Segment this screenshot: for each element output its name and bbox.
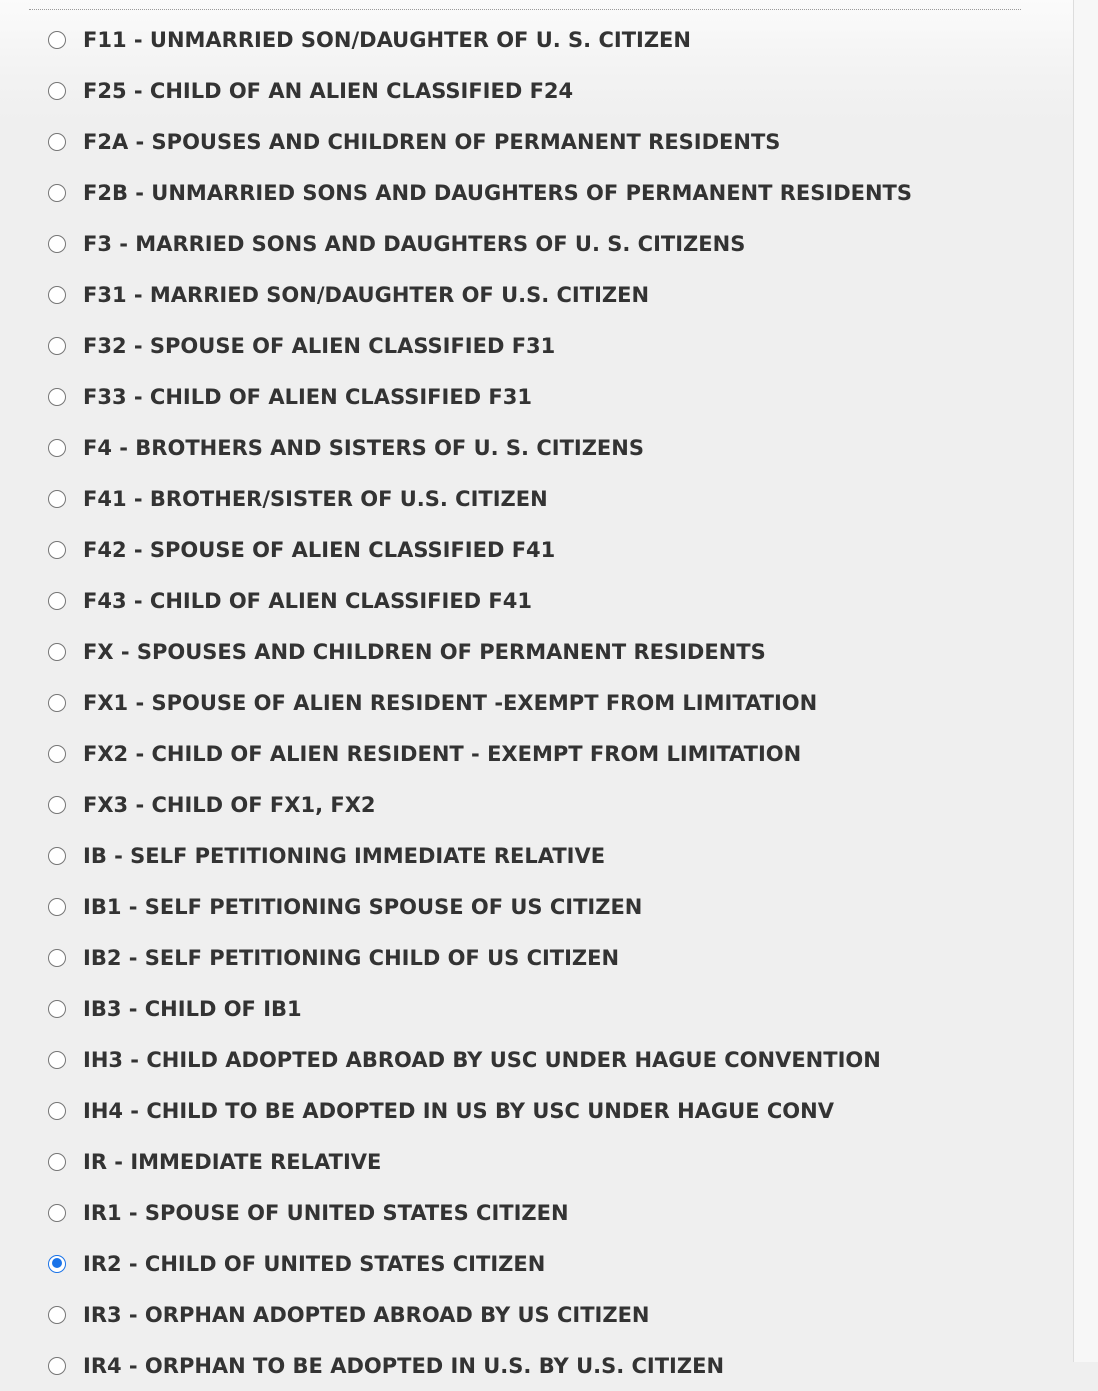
visa-category-option[interactable]	[0, 830, 912, 881]
visa-category-label[interactable]: FX1 - SPOUSE OF ALIEN RESIDENT -EXEMPT FROM LIMITATION	[83, 690, 818, 715]
radio-button[interactable]	[48, 1306, 66, 1324]
visa-category-option[interactable]	[0, 371, 912, 422]
radio-button[interactable]	[48, 949, 66, 967]
dotted-divider	[29, 9, 1021, 10]
visa-category-label[interactable]: F4 - BROTHERS AND SISTERS OF U. S. CITIZENS	[83, 435, 644, 460]
radio-button[interactable]	[48, 286, 66, 304]
visa-category-option[interactable]	[0, 14, 912, 65]
visa-category-option[interactable]	[0, 1136, 912, 1187]
radio-button[interactable]	[48, 235, 66, 253]
visa-category-label[interactable]: F43 - CHILD OF ALIEN CLASSIFIED F41	[83, 588, 532, 613]
visa-category-radio-list	[0, 14, 912, 1391]
radio-button[interactable]	[48, 643, 66, 661]
visa-category-option[interactable]	[0, 65, 912, 116]
radio-button[interactable]	[48, 898, 66, 916]
radio-button[interactable]	[48, 1357, 66, 1375]
radio-button[interactable]	[48, 1153, 66, 1171]
visa-category-label[interactable]: IR - IMMEDIATE RELATIVE	[83, 1149, 382, 1174]
visa-category-option[interactable]	[0, 932, 912, 983]
visa-category-label[interactable]: F42 - SPOUSE OF ALIEN CLASSIFIED F41	[83, 537, 556, 562]
visa-category-option[interactable]	[0, 524, 912, 575]
visa-category-label[interactable]: F3 - MARRIED SONS AND DAUGHTERS OF U. S. CITIZENS	[83, 231, 746, 256]
visa-category-label[interactable]: FX3 - CHILD OF FX1, FX2	[83, 792, 376, 817]
visa-category-option[interactable]	[0, 1289, 912, 1340]
visa-category-label[interactable]: F33 - CHILD OF ALIEN CLASSIFIED F31	[83, 384, 532, 409]
radio-button[interactable]	[48, 796, 66, 814]
visa-category-label[interactable]: F11 - UNMARRIED SON/DAUGHTER OF U. S. CITIZEN	[83, 27, 691, 52]
visa-category-label[interactable]: F31 - MARRIED SON/DAUGHTER OF U.S. CITIZEN	[83, 282, 650, 307]
visa-category-option[interactable]	[0, 269, 912, 320]
visa-category-option[interactable]	[0, 881, 912, 932]
visa-category-option[interactable]	[0, 677, 912, 728]
radio-button[interactable]	[48, 592, 66, 610]
radio-button[interactable]	[48, 133, 66, 151]
visa-category-option[interactable]	[0, 320, 912, 371]
radio-button[interactable]	[48, 745, 66, 763]
visa-category-label[interactable]: IB3 - CHILD OF IB1	[83, 996, 302, 1021]
visa-category-option[interactable]	[0, 1238, 912, 1289]
visa-category-label[interactable]: IR2 - CHILD OF UNITED STATES CITIZEN	[83, 1251, 546, 1276]
radio-button[interactable]	[48, 847, 66, 865]
visa-category-label[interactable]: F32 - SPOUSE OF ALIEN CLASSIFIED F31	[83, 333, 556, 358]
radio-button[interactable]	[48, 388, 66, 406]
radio-button[interactable]	[48, 1051, 66, 1069]
radio-button[interactable]	[48, 31, 66, 49]
visa-category-option[interactable]	[0, 626, 912, 677]
visa-category-label[interactable]: FX - SPOUSES AND CHILDREN OF PERMANENT RESIDENTS	[83, 639, 766, 664]
visa-category-label[interactable]: IH4 - CHILD TO BE ADOPTED IN US BY USC UNDER HAGUE CONV	[83, 1098, 834, 1123]
visa-category-label[interactable]: IR1 - SPOUSE OF UNITED STATES CITIZEN	[83, 1200, 569, 1225]
radio-button[interactable]	[48, 490, 66, 508]
visa-category-label[interactable]: IR4 - ORPHAN TO BE ADOPTED IN U.S. BY U.S. CITIZEN	[83, 1353, 725, 1378]
radio-button[interactable]	[48, 184, 66, 202]
radio-button[interactable]	[48, 694, 66, 712]
radio-button[interactable]	[48, 1204, 66, 1222]
radio-button[interactable]	[48, 541, 66, 559]
scrollbar-track[interactable]	[1073, 0, 1098, 1362]
radio-button-checked[interactable]	[48, 1255, 66, 1273]
visa-category-option[interactable]	[0, 167, 912, 218]
visa-category-option[interactable]	[0, 575, 912, 626]
visa-category-label[interactable]: IB - SELF PETITIONING IMMEDIATE RELATIVE	[83, 843, 606, 868]
visa-category-option[interactable]	[0, 1034, 912, 1085]
visa-category-label[interactable]: F2A - SPOUSES AND CHILDREN OF PERMANENT RESIDENTS	[83, 129, 781, 154]
radio-button[interactable]	[48, 82, 66, 100]
radio-button[interactable]	[48, 337, 66, 355]
visa-category-option[interactable]	[0, 422, 912, 473]
visa-category-label[interactable]: IB2 - SELF PETITIONING CHILD OF US CITIZEN	[83, 945, 620, 970]
visa-category-label[interactable]: FX2 - CHILD OF ALIEN RESIDENT - EXEMPT FROM LIMITATION	[83, 741, 802, 766]
visa-category-option[interactable]	[0, 116, 912, 167]
radio-button[interactable]	[48, 439, 66, 457]
visa-category-label[interactable]: F2B - UNMARRIED SONS AND DAUGHTERS OF PERMANENT RESIDENTS	[83, 180, 913, 205]
visa-category-option[interactable]	[0, 728, 912, 779]
visa-category-option[interactable]	[0, 218, 912, 269]
visa-category-option[interactable]	[0, 1085, 912, 1136]
visa-category-option[interactable]	[0, 473, 912, 524]
visa-category-label[interactable]: F25 - CHILD OF AN ALIEN CLASSIFIED F24	[83, 78, 574, 103]
visa-category-label[interactable]: IH3 - CHILD ADOPTED ABROAD BY USC UNDER HAGUE CONVENTION	[83, 1047, 881, 1072]
visa-category-label[interactable]: IB1 - SELF PETITIONING SPOUSE OF US CITIZEN	[83, 894, 643, 919]
radio-button[interactable]	[48, 1102, 66, 1120]
visa-category-option[interactable]	[0, 983, 912, 1034]
radio-button[interactable]	[48, 1000, 66, 1018]
visa-category-option[interactable]	[0, 1187, 912, 1238]
visa-category-label[interactable]: IR3 - ORPHAN ADOPTED ABROAD BY US CITIZEN	[83, 1302, 650, 1327]
visa-category-option[interactable]	[0, 779, 912, 830]
visa-category-option[interactable]	[0, 1340, 912, 1391]
visa-category-label[interactable]: F41 - BROTHER/SISTER OF U.S. CITIZEN	[83, 486, 548, 511]
